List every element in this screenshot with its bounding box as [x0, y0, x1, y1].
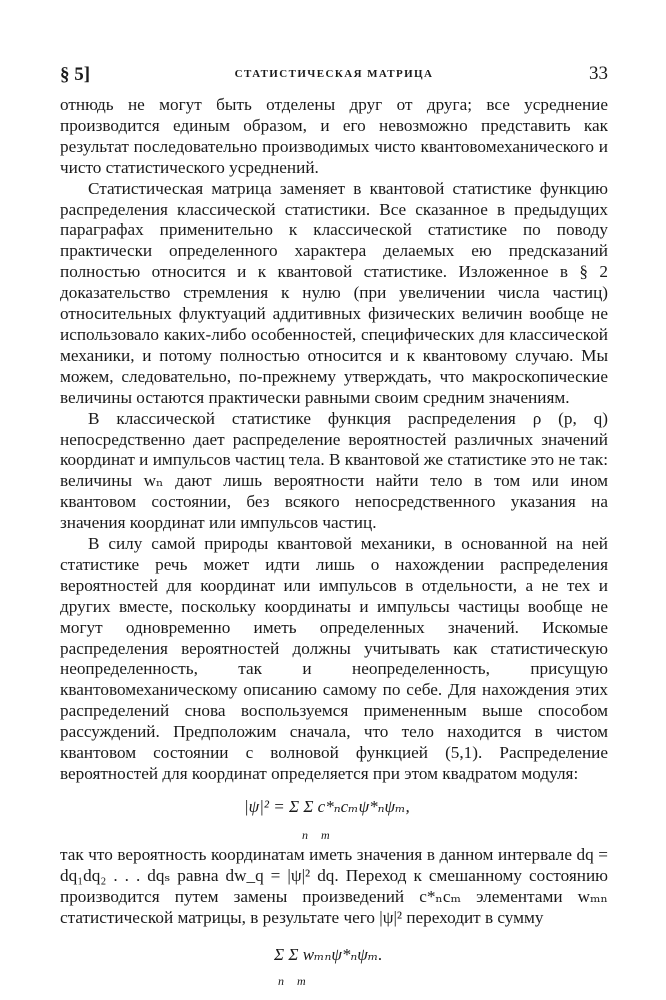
paragraph-quantum-nature: В силу самой природы квантовой механики, в основанной на ней статистике речь может идти лишь о нахождении распределения вероятностей для координат или импульсов в отдельности, а не тех и других вместе, поскольку координаты и импульсы частицы вообще не могут одновременно иметь определенных значений. Искомые распределения вероятностей должны учитывать как статистическую неопределенность, так и неопределенность, присущую квантовомеханическому описанию самому по себе. Для нахождения этих распределений снова воспользуемся примененным выше способом рассуждений. Предположим сначала, что тело находится в чистом квантовом состоянии с волновой функцией (5,1). Распределение вероятностей для координат определяется при этом квадратом модуля: [60, 534, 608, 783]
paragraph-classical-distribution: В классической статистике функция распределения ρ (p, q) непосредственно дает распределение вероятностей различных значений координат и импульсов частиц тела. В квантовой же статистике это не так: величины wₙ дают лишь вероятности найти тело в том или ином квантовом состоянии, без всякого непосредственного указания на значения координат или импульсов частиц. [60, 408, 608, 533]
paragraph-continuation: отнюдь не могут быть отделены друг от друга; все усреднение производится единым образом, и его невозможно представить как результат последовательно производимых чисто квантовомеханического и чисто статистического усреднений. [60, 95, 608, 177]
page-body [60, 95, 608, 995]
formula-psi-squared [60, 785, 608, 845]
formula-sum-indices: n m [278, 973, 306, 988]
paragraph-probability-interval: так что вероятность координатам иметь значения в данном интервале dq = dq₁dq₂ . . . dqₛ равна dw_q = |ψ|² dq. Переход к смешанному состоянию производится путем замены произведений c*ₙcₘ элементами wₘₙ статистической матрицы, в результате чего |ψ|² переходит в сумму [60, 844, 608, 927]
section-number: § 5] [60, 64, 91, 85]
page-number: 33 [589, 63, 608, 84]
formula-psi-squared-indices: n m [302, 827, 330, 842]
paragraph-statistical-matrix: Статистическая матрица заменяет в квантовой статистике функцию распределения классической статистики. Все сказанное в предыдущих параграфах применительно к классической статистике по поводу практически определенного характера делаемых ею предсказаний полностью относится и к квантовой статистике. Изложенное в § 2 доказательство стремления к нулю (при увеличении числа частиц) относительных флуктуаций аддитивных физических величин вообще не использовало каких-либо особенностей, специфических для классической механики, и потому полностью относится и к квантовому случаю. Мы можем, следовательно, по-прежнему утверждать, что макроскопические величины остаются практически равными своим средним значениям. [60, 178, 608, 407]
formula-sum-expression: Σ Σ wₘₙψ*ₙψₘ. [274, 944, 383, 964]
formula-psi-squared-expression: |ψ|² = Σ Σ c*ₙcₘψ*ₙψₘ, [244, 796, 410, 816]
page-header [60, 60, 608, 86]
running-title: СТАТИСТИЧЕСКАЯ МАТРИЦА [234, 68, 434, 80]
formula-sum [60, 929, 608, 995]
